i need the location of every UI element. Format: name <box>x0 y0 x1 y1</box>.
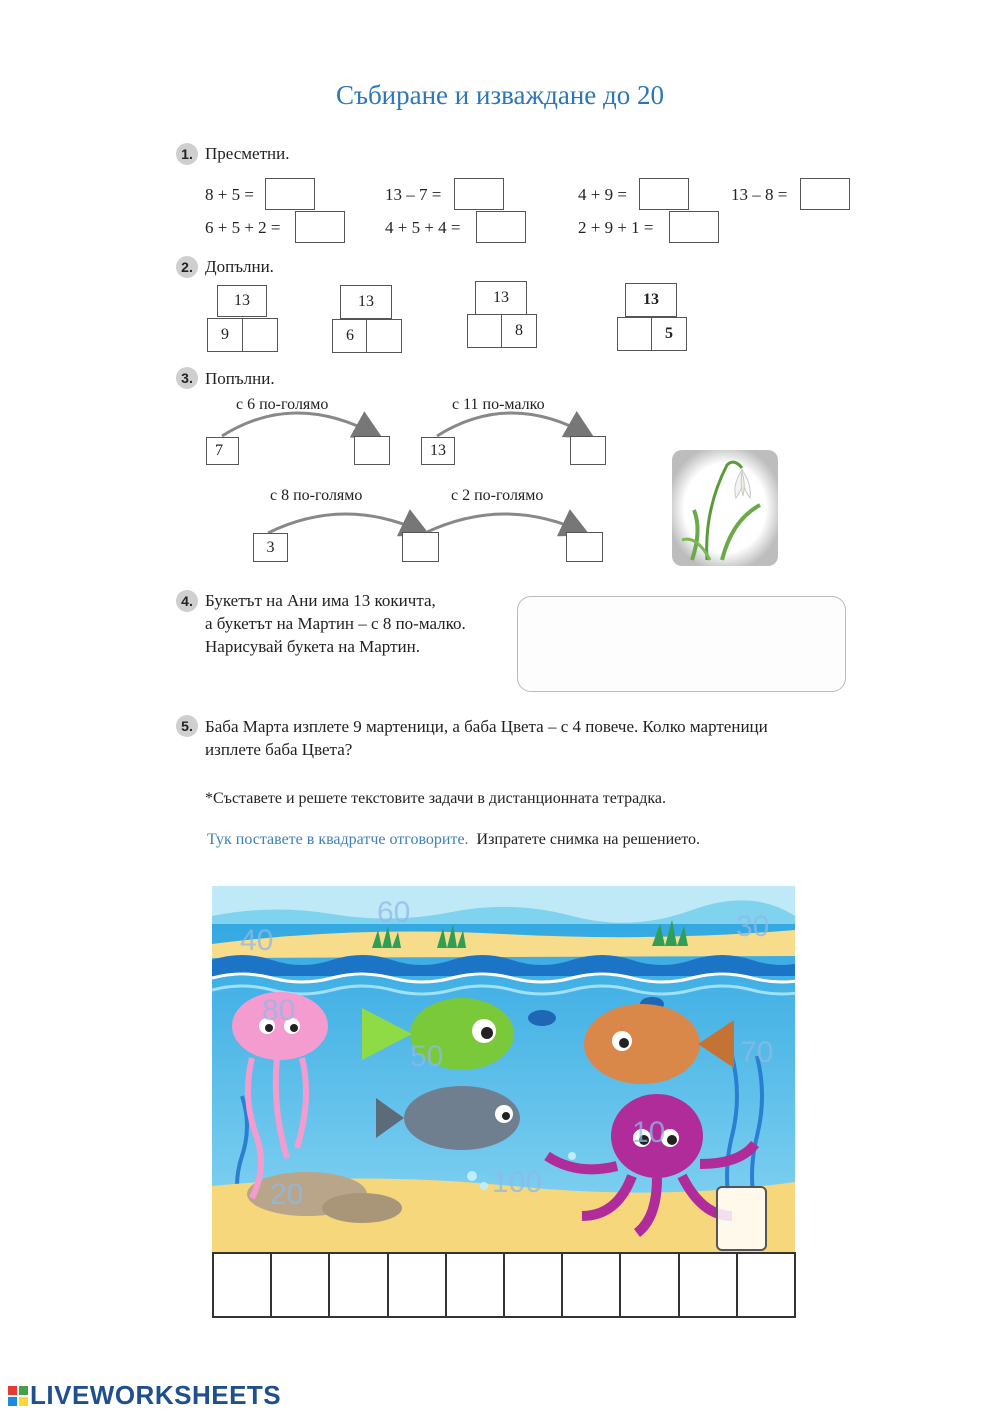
scene-number-50: 50 <box>410 1040 444 1073</box>
scene-number-60: 60 <box>377 896 411 929</box>
arrow-label-1: с 6 по-голямо <box>236 396 329 413</box>
task-3-label: Попълни. <box>205 369 275 388</box>
scene-number-100: 100 <box>492 1166 543 1199</box>
answer-cell[interactable] <box>738 1254 794 1316</box>
chain-1-start: 7 <box>206 437 239 465</box>
logo-icon <box>8 1386 28 1406</box>
logo-text: LIVEWORKSHEETS <box>30 1380 282 1410</box>
arrow-label-2: с 11 по-малко <box>452 396 545 413</box>
answer-cell[interactable] <box>447 1254 505 1316</box>
expr-6: 4 + 5 + 4 = <box>385 218 461 237</box>
task-5-number: 5. <box>176 715 198 737</box>
task-2-label: Допълни. <box>205 257 274 276</box>
expr-5: 6 + 5 + 2 = <box>205 218 281 237</box>
chain-2-result-input[interactable] <box>570 436 606 465</box>
pyramid-3-right: 8 <box>501 314 537 348</box>
task-5-line-2: изплете баба Цвета? <box>205 740 353 759</box>
task-4-line-1: Букетът на Ани има 13 кокичта, <box>205 591 436 610</box>
task-5-line-1: Баба Марта изплете 9 мартеници, а баба Цвета – с 4 повече. Колко мартеници <box>205 717 768 736</box>
expr-2: 13 – 7 = <box>385 185 442 204</box>
pyramid-2-left: 6 <box>332 319 368 353</box>
chain-3-result-input[interactable] <box>566 532 603 562</box>
expr-1: 8 + 5 = <box>205 185 254 204</box>
scene-number-40: 40 <box>240 924 274 957</box>
answer-instruction <box>207 831 700 849</box>
task-4-line-3: Нарисувай букета на Мартин. <box>205 637 420 656</box>
arrow-label-4: с 2 по-голямо <box>451 487 544 504</box>
scene-number-20: 20 <box>270 1178 304 1211</box>
expr-4: 13 – 8 = <box>731 185 788 204</box>
pyramid-3-top: 13 <box>475 281 527 315</box>
task-3-arrows <box>0 0 1000 600</box>
answer-cell[interactable] <box>505 1254 563 1316</box>
pyramid-4-right: 5 <box>651 317 687 351</box>
scene-number-70: 70 <box>740 1036 774 1069</box>
answer-cell[interactable] <box>214 1254 272 1316</box>
task-1-number: 1. <box>176 143 198 165</box>
chain-3-middle-input[interactable] <box>402 532 439 562</box>
expr-3: 4 + 9 = <box>578 185 627 204</box>
scene-number-80: 80 <box>262 994 296 1027</box>
pyramid-1-left: 9 <box>207 318 243 352</box>
task-4-line-2: а букетът на Мартин – с 8 по-малко. <box>205 614 466 633</box>
pyramid-2-top: 13 <box>340 285 392 319</box>
answer-instruction-black: Изпратете снимка на решението. <box>476 831 701 848</box>
answer-cell[interactable] <box>563 1254 621 1316</box>
answer-cell[interactable] <box>272 1254 330 1316</box>
answer-cell[interactable] <box>621 1254 679 1316</box>
task-3-number: 3. <box>176 367 198 389</box>
scene-number-30: 30 <box>736 910 770 943</box>
page-title: Събиране и изваждане до 20 <box>335 80 665 110</box>
task-2-number: 2. <box>176 256 198 278</box>
liveworksheets-logo[interactable] <box>8 1380 281 1411</box>
pyramid-4-top: 13 <box>625 283 677 317</box>
chain-1-result-input[interactable] <box>354 436 390 465</box>
answer-cell[interactable] <box>330 1254 388 1316</box>
task-1-label: Пресметни. <box>205 144 290 163</box>
scene-number-10: 10 <box>632 1116 666 1149</box>
instructions-note: *Съставете и решете текстовите задачи в дистанционната тетрадка. <box>205 790 666 807</box>
answer-grid <box>212 1252 796 1318</box>
arrow-label-3: с 8 по-голямо <box>270 487 363 504</box>
chain-3-start: 3 <box>253 533 288 562</box>
pyramid-1-top: 13 <box>217 285 267 317</box>
snowdrop-image <box>672 450 778 566</box>
answer-instruction-blue: Тук поставете в квадратче отговорите. <box>207 831 469 848</box>
expr-7: 2 + 9 + 1 = <box>578 218 654 237</box>
answer-cell[interactable] <box>389 1254 447 1316</box>
chain-2-start: 13 <box>421 437 455 465</box>
task-4-number: 4. <box>176 590 198 612</box>
underwater-scene <box>212 886 795 1256</box>
drop-target-box[interactable] <box>716 1186 767 1251</box>
drawing-area[interactable] <box>517 596 846 692</box>
answer-cell[interactable] <box>680 1254 738 1316</box>
